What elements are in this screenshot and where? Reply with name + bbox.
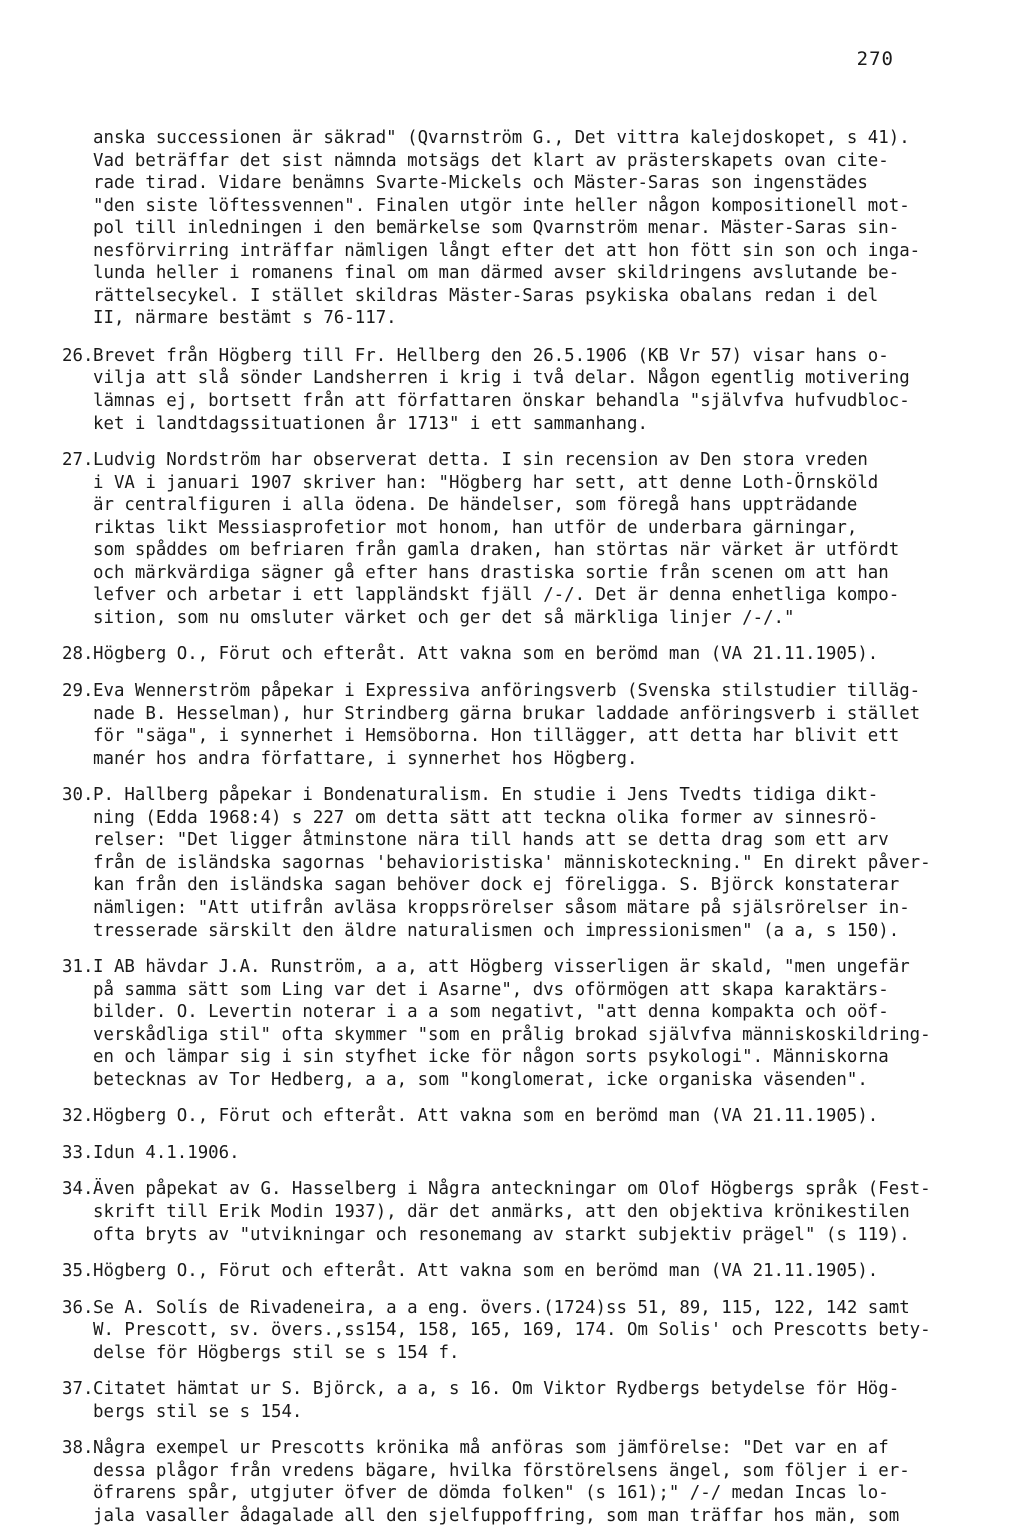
- footnote-text: [93, 1105, 971, 1128]
- text-line: Eva Wennerström påpekar i Expressiva anföringsverb (Svenska stilstudier tilläg-: [93, 681, 921, 702]
- footnote-number: 29.: [62, 681, 94, 702]
- text-line: och märkvärdiga sägner gå efter hans drastiska sortie från scenen om att han: [93, 562, 889, 583]
- text-line: "den siste löftessvennen". Finalen utgör inte heller någon kompositionell mot-: [93, 195, 910, 216]
- footnote-number: 35.: [62, 1261, 94, 1282]
- footnote-number: 28.: [62, 644, 94, 665]
- text-line: verskådliga stil" ofta skymmer "som en prålig brokad självfva människoskildring-: [93, 1024, 931, 1045]
- footnote-number: 38.: [62, 1438, 94, 1459]
- footnote: [62, 1260, 971, 1283]
- footnotes-list: [62, 345, 971, 1528]
- footnote-text: [93, 1260, 971, 1283]
- text-line: Högberg O., Förut och efteråt. Att vakna som en berömd man (VA 21.11.1905).: [93, 1106, 879, 1127]
- text-line: Vad beträffar det sist nämnda motsägs det klart av prästerskapets ovan cite-: [93, 150, 889, 171]
- footnote-number: 27.: [62, 450, 94, 471]
- footnote: [62, 1437, 971, 1527]
- text-line: på samma sätt som Ling var det i Asarne", dvs oförmögen att skapa karaktärs-: [93, 979, 889, 1000]
- text-line: vilja att slå sönder Landsherren i krig i två delar. Någon egentlig motivering: [93, 368, 910, 389]
- text-line: II, närmare bestämt s 76-117.: [93, 308, 397, 329]
- text-line: Se A. Solís de Rivadeneira, a a eng. övers.(1724)ss 51, 89, 115, 122, 142 samt: [93, 1297, 910, 1318]
- text-line: Idun 4.1.1906.: [93, 1142, 240, 1163]
- text-line: från de isländska sagornas 'behavioristiska' människoteckning." En direkt påver-: [93, 852, 931, 873]
- intro-paragraph: [93, 127, 971, 330]
- text-line: nämligen: "Att utifrån avläsa kroppsrörelser såsom mätare på själsrörelser in-: [93, 897, 910, 918]
- footnote: [62, 345, 971, 435]
- text-line: jala vasaller ådagalade all den sjelfuppoffring, som man träffar hos män, som: [93, 1505, 900, 1526]
- text-line: för "säga", i synnerhet i Hemsöborna. Hon tillägger, att detta har blivit ett: [93, 726, 900, 747]
- text-line: rade tirad. Vidare benämns Svarte-Mickels och Mäster-Saras son ingenstädes: [93, 173, 868, 194]
- text-line: W. Prescott, sv. övers.,ss154, 158, 165, 169, 174. Om Solis' och Prescotts bety-: [93, 1320, 931, 1341]
- footnote-number: 30.: [62, 785, 94, 806]
- text-line: öfrarens spår, utgjuter öfver de dömda folken" (s 161);" /-/ medan Incas lo-: [93, 1483, 889, 1504]
- text-line: lämnas ej, bortsett från att författaren önskar behandla "självfva hufvudbloc-: [93, 391, 910, 412]
- footnote: [62, 1105, 971, 1128]
- text-line: Några exempel ur Prescotts krönika må anföras som jämförelse: "Det var en af: [93, 1438, 889, 1459]
- footnote-number: 37.: [62, 1379, 94, 1400]
- footnote: [62, 1142, 971, 1165]
- footnote: [62, 956, 971, 1091]
- text-line: skrift till Erik Modin 1937), där det anmärks, att den objektiva krönikestilen: [93, 1201, 910, 1222]
- text-line: är centralfiguren i alla ödena. De händelser, som föregå hans uppträdande: [93, 495, 858, 516]
- text-line: riktas likt Messiasprofetior mot honom, han utför de underbara gärningar,: [93, 517, 858, 538]
- footnote: [62, 643, 971, 666]
- text-line: anska successionen är säkrad" (Qvarnström G., Det vittra kalejdoskopet, s 41).: [93, 128, 910, 148]
- footnote: [62, 1378, 971, 1423]
- text-line: sition, som nu omsluter värket och ger det så märkliga linjer /-/.": [93, 607, 795, 628]
- footnote: [62, 449, 971, 629]
- footnote-number: 26.: [62, 345, 94, 366]
- page-body: [62, 127, 971, 1528]
- footnote-text: [93, 1437, 971, 1527]
- text-line: delse för Högbergs stil se s 154 f.: [93, 1342, 460, 1363]
- text-line: lefver och arbetar i ett lappländskt fjäll /-/. Det är denna enhetliga kompo-: [93, 585, 900, 606]
- footnote: [62, 1178, 971, 1246]
- text-line: betecknas av Tor Hedberg, a a, som "konglomerat, icke organiska väsenden".: [93, 1069, 868, 1090]
- footnote: [62, 1297, 971, 1365]
- footnote: [62, 680, 971, 770]
- footnote-text: [93, 956, 971, 1091]
- footnote-number: 36.: [62, 1297, 94, 1318]
- footnote-text: [93, 1178, 971, 1246]
- text-line: Högberg O., Förut och efteråt. Att vakna som en berömd man (VA 21.11.1905).: [93, 644, 879, 665]
- text-line: en och lämpar sig i sin styfhet icke för någon sorts psykologi". Människorna: [93, 1047, 889, 1068]
- footnote-text: [93, 680, 971, 770]
- footnote-number: 33.: [62, 1142, 94, 1163]
- footnote: [62, 784, 971, 942]
- footnote-text: [93, 784, 971, 942]
- text-line: lunda heller i romanens final om man därmed avser skildringens avslutande be-: [93, 263, 900, 284]
- text-line: dessa plågor från vredens bägare, hvilka förstörelsens ängel, som följer i er-: [93, 1460, 910, 1481]
- text-line: bergs stil se s 154.: [93, 1401, 303, 1422]
- text-line: bilder. O. Levertin noterar i a a som negativt, "att denna kompakta och oöf-: [93, 1002, 889, 1023]
- page-number: 270: [856, 48, 894, 70]
- text-line: Högberg O., Förut och efteråt. Att vakna som en berömd man (VA 21.11.1905).: [93, 1261, 879, 1282]
- text-line: Citatet hämtat ur S. Björck, a a, s 16. Om Viktor Rydbergs betydelse för Hög-: [93, 1379, 900, 1400]
- text-line: nesförvirring inträffar nämligen långt efter det att hon fött sin son och inga-: [93, 240, 921, 261]
- footnote-text: [93, 1142, 971, 1165]
- footnote-text: [93, 1378, 971, 1423]
- text-line: i VA i januari 1907 skriver han: "Högberg har sett, att denne Loth-Örnsköld: [93, 472, 879, 493]
- footnote-number: 31.: [62, 957, 94, 978]
- text-line: ning (Edda 1968:4) s 227 om detta sätt att teckna olika former av sinnesrö-: [93, 807, 879, 828]
- text-line: som spåddes om befriaren från gamla draken, han störtas när värket är utfördt: [93, 540, 900, 561]
- text-line: relser: "Det ligger åtminstone nära till hands att se detta drag som ett arv: [93, 830, 889, 851]
- footnote-text: [93, 449, 971, 629]
- footnote-text: [93, 1297, 971, 1365]
- text-line: manér hos andra författare, i synnerhet hos Högberg.: [93, 748, 638, 769]
- text-line: ket i landtdagssituationen år 1713" i ett sammanhang.: [93, 413, 648, 434]
- text-line: Ludvig Nordström har observerat detta. I sin recension av Den stora vreden: [93, 450, 868, 471]
- text-line: rättelsecykel. I stället skildras Mäster-Saras psykiska obalans redan i del: [93, 285, 879, 306]
- text-line: Brevet från Högberg till Fr. Hellberg den 26.5.1906 (KB Vr 57) visar hans o-: [93, 345, 889, 366]
- text-line: Även påpekat av G. Hasselberg i Några anteckningar om Olof Högbergs språk (Fest-: [93, 1179, 931, 1200]
- text-line: kan från den isländska sagan behöver dock ej föreligga. S. Björck konstaterar: [93, 875, 900, 896]
- text-line: P. Hallberg påpekar i Bondenaturalism. En studie i Jens Tvedts tidiga dikt-: [93, 785, 879, 806]
- footnote-number: 32.: [62, 1106, 94, 1127]
- text-line: I AB hävdar J.A. Runström, a a, att Högberg visserligen är skald, "men ungefär: [93, 957, 910, 978]
- text-line: nade B. Hesselman), hur Strindberg gärna brukar laddade anföringsverb i stället: [93, 703, 921, 724]
- text-line: pol till inledningen i den bemärkelse som Qvarnström menar. Mäster-Saras sin-: [93, 218, 900, 239]
- text-line: ofta bryts av "utvikningar och resonemang av starkt subjektiv prägel" (s 119).: [93, 1224, 910, 1245]
- text-line: tresserade särskilt den äldre naturalismen och impressionismen" (a a, s 150).: [93, 920, 900, 941]
- footnote-number: 34.: [62, 1179, 94, 1200]
- footnote-text: [93, 345, 971, 435]
- footnote-text: [93, 643, 971, 666]
